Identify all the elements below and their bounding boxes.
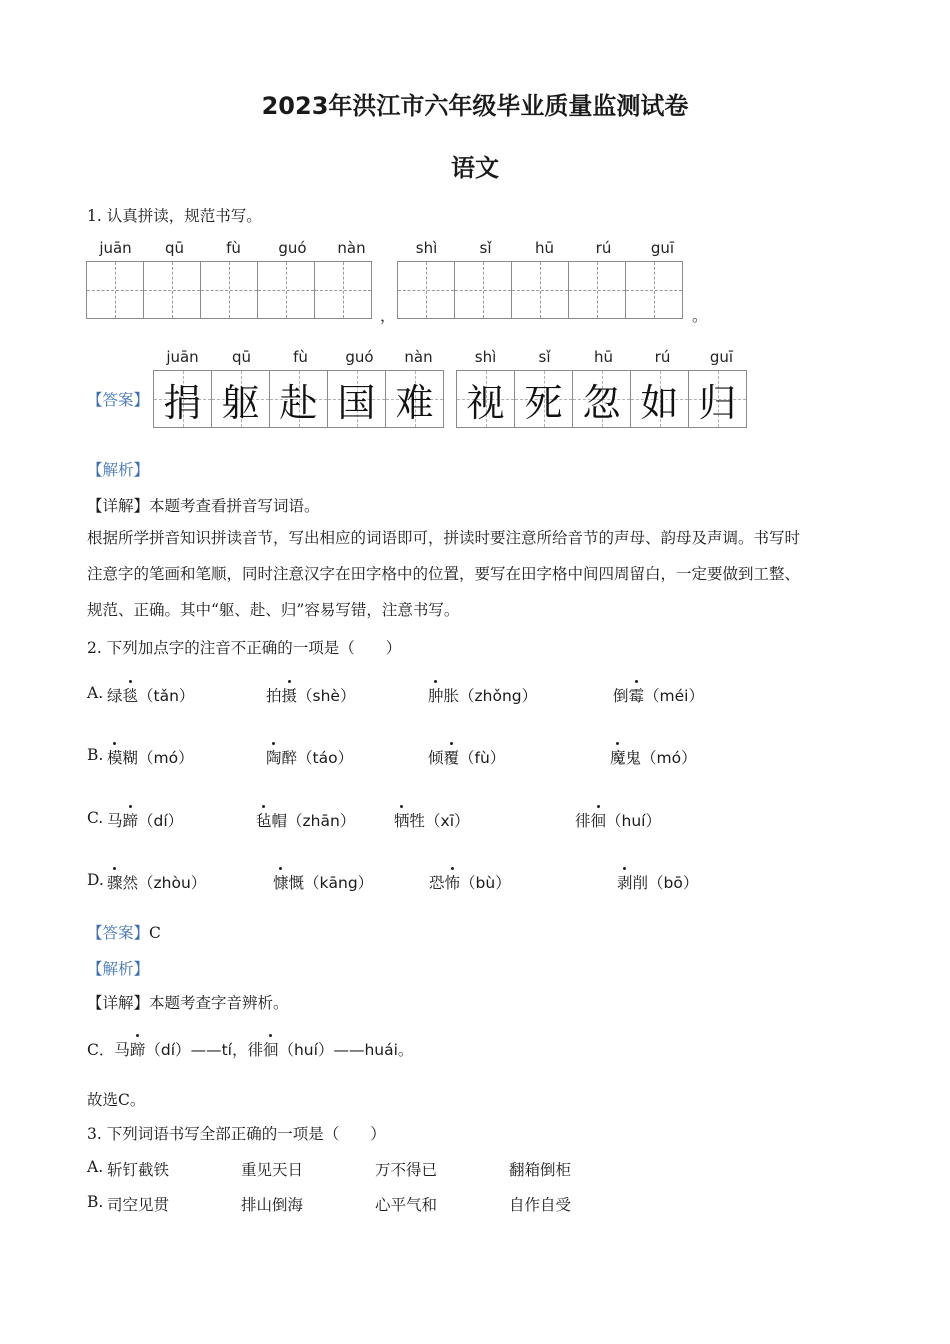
pinyin: nàn bbox=[337, 239, 366, 257]
analysis-label: 【解析】 bbox=[87, 960, 150, 978]
answer-char: 忽 bbox=[582, 380, 621, 425]
option-item: 倾覆（fù） bbox=[428, 746, 505, 768]
pinyin: fù bbox=[293, 348, 308, 366]
answer-char: 归 bbox=[698, 380, 737, 425]
option-label: A. bbox=[87, 1158, 104, 1176]
answer-cell bbox=[269, 370, 328, 428]
grid-cell[interactable] bbox=[200, 261, 258, 319]
pinyin: hū bbox=[593, 348, 613, 366]
option-word: 排山倒海 bbox=[241, 1196, 304, 1214]
question-3-stem: 3. 下列词语书写全部正确的一项是（ ） bbox=[87, 1125, 386, 1143]
option-item: 徘徊（huí） bbox=[575, 809, 661, 831]
answer-char: 难 bbox=[395, 380, 434, 425]
option-label: B. bbox=[87, 746, 104, 764]
answer-cell bbox=[688, 370, 747, 428]
answer-char: 躯 bbox=[221, 380, 260, 425]
answer-cell bbox=[456, 370, 515, 428]
option-item: 骤然（zhòu） bbox=[107, 871, 206, 893]
detail-text: 【详解】本题考查字音辨析。 bbox=[87, 994, 289, 1012]
answer-char: 国 bbox=[337, 380, 376, 425]
pinyin: guī bbox=[650, 239, 675, 257]
option-item: 倒霉（méi） bbox=[613, 684, 704, 706]
answer-grid-2 bbox=[456, 370, 746, 428]
pinyin: fù bbox=[226, 239, 241, 257]
answer-char: 死 bbox=[524, 380, 563, 425]
option-word: 斩钉截铁 bbox=[107, 1161, 170, 1179]
writing-grid-1[interactable] bbox=[86, 261, 371, 319]
option-item: 魔鬼（mó） bbox=[610, 746, 697, 768]
option-item: 肿胀（zhǒng） bbox=[428, 684, 537, 706]
option-item: 牺牲（xī） bbox=[394, 809, 470, 831]
grid-cell[interactable] bbox=[257, 261, 315, 319]
question-1-stem: 1. 认真拼读，规范书写。 bbox=[87, 207, 262, 225]
option-label: C. bbox=[87, 809, 104, 827]
q2-explanation: C．马蹄（dí）——tí，徘徊（huí）——huái。 bbox=[87, 1038, 413, 1060]
answer-char: 捐 bbox=[163, 380, 202, 425]
detail-text: 【详解】本题考查看拼音写词语。 bbox=[87, 497, 320, 515]
pinyin: qū bbox=[231, 348, 252, 366]
explanation-line: 注意字的笔画和笔顺，同时注意汉字在田字格中的位置，要写在田字格中间四周留白，一定要做到工整、 bbox=[87, 565, 801, 583]
option-item: 陶醉（táo） bbox=[266, 746, 353, 768]
option-label: A. bbox=[87, 684, 104, 702]
option-word: 自作自受 bbox=[509, 1196, 572, 1214]
option-item: 慷慨（kāng） bbox=[273, 871, 373, 893]
option-word: 重见天日 bbox=[241, 1161, 304, 1179]
pinyin: shì bbox=[474, 348, 497, 366]
option-item: 模糊（mó） bbox=[107, 746, 194, 768]
pinyin: qū bbox=[164, 239, 185, 257]
option-word: 心平气和 bbox=[375, 1196, 438, 1214]
comma: ， bbox=[380, 307, 396, 325]
option-label: D. bbox=[87, 871, 104, 889]
answer-cell bbox=[211, 370, 270, 428]
explanation-line: 规范、正确。其中“躯、赴、归”容易写错，注意书写。 bbox=[87, 601, 460, 619]
pinyin: sǐ bbox=[479, 239, 492, 257]
pinyin: juān bbox=[166, 348, 199, 366]
period: 。 bbox=[692, 307, 708, 325]
pinyin: rú bbox=[654, 348, 671, 366]
page-title: 2023年洪江市六年级毕业质量监测试卷 bbox=[261, 92, 689, 120]
answer-grid-1 bbox=[153, 370, 443, 428]
option-item: 马蹄（dí） bbox=[107, 809, 183, 831]
explanation-line: 根据所学拼音知识拼读音节，写出相应的词语即可，拼读时要注意所给音节的声母、韵母及声调。书写时 bbox=[87, 529, 801, 547]
answer-char: 视 bbox=[466, 380, 505, 425]
answer-label: 【答案】 bbox=[87, 391, 150, 409]
answer-cell bbox=[572, 370, 631, 428]
pinyin: sǐ bbox=[538, 348, 551, 366]
grid-cell[interactable] bbox=[314, 261, 372, 319]
grid-cell[interactable] bbox=[454, 261, 512, 319]
q2-answer: 【答案】C bbox=[87, 924, 161, 942]
grid-cell[interactable] bbox=[86, 261, 144, 319]
pinyin: guī bbox=[709, 348, 734, 366]
pinyin: guó bbox=[345, 348, 374, 366]
option-word: 司空见贯 bbox=[107, 1196, 170, 1214]
option-item: 拍摄（shè） bbox=[266, 684, 355, 706]
grid-cell[interactable] bbox=[143, 261, 201, 319]
conclusion-text: 故选C。 bbox=[87, 1091, 146, 1109]
option-label: B. bbox=[87, 1193, 104, 1211]
answer-cell bbox=[327, 370, 386, 428]
pinyin: guó bbox=[278, 239, 307, 257]
option-item: 毡帽（zhān） bbox=[256, 809, 355, 831]
answer-cell bbox=[385, 370, 444, 428]
option-word: 翻箱倒柜 bbox=[509, 1161, 572, 1179]
grid-cell[interactable] bbox=[625, 261, 683, 319]
pinyin: juān bbox=[99, 239, 132, 257]
grid-cell[interactable] bbox=[511, 261, 569, 319]
writing-grid-2[interactable] bbox=[397, 261, 682, 319]
option-item: 绿毯（tǎn） bbox=[107, 684, 194, 706]
page-subtitle: 语文 bbox=[451, 154, 499, 182]
explanation-paragraph bbox=[87, 520, 867, 628]
pinyin: shì bbox=[415, 239, 438, 257]
option-item: 剥削（bō） bbox=[617, 871, 698, 893]
pinyin: nàn bbox=[404, 348, 433, 366]
analysis-label: 【解析】 bbox=[87, 461, 150, 479]
option-word: 万不得已 bbox=[375, 1161, 438, 1179]
answer-cell bbox=[153, 370, 212, 428]
pinyin: hū bbox=[534, 239, 554, 257]
answer-cell bbox=[514, 370, 573, 428]
answer-char: 赴 bbox=[279, 380, 318, 425]
answer-cell bbox=[630, 370, 689, 428]
option-item: 恐怖（bù） bbox=[429, 871, 511, 893]
grid-cell[interactable] bbox=[397, 261, 455, 319]
answer-char: 如 bbox=[640, 380, 679, 425]
pinyin: rú bbox=[595, 239, 612, 257]
question-2-stem: 2. 下列加点字的注音不正确的一项是（ ） bbox=[87, 639, 402, 657]
grid-cell[interactable] bbox=[568, 261, 626, 319]
